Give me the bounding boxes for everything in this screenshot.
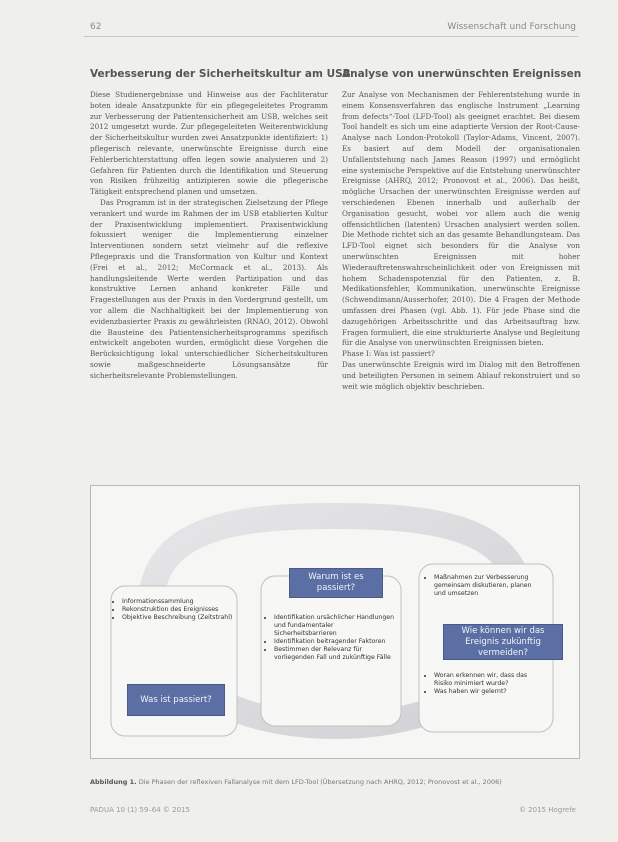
phase-3-item: • Was haben wir gelernt? [434, 688, 543, 696]
phase-2-item: • Identifikation ursächlicher Handlungen und fundamentaler Sicherheitsbarrieren [274, 614, 397, 638]
phase-1-item: • Rekonstruktion des Ereignisses [122, 606, 233, 614]
phase-3-list-top [425, 574, 543, 598]
right-column-heading: Analyse von unerwünschten Ereignissen [342, 68, 582, 80]
phase-label: Phase I: Was ist passiert? [342, 349, 435, 359]
right-paragraph-1: Zur Analyse von Mechanismen der Fehlerentstehung wurde in einem Konsensverfahren das englische Instrument „Learning from defects“-Tool (LFD-Tool) als geeignet erachtet. Bei diesem Tool handelt es sich um eine adaptierte Version der Root-Cause-Analyse nach London-Protokoll (Taylor-Adams, Vincent, 2007). Es basiert auf dem Modell der organisationalen Unfallentstehung nach James Reason (1997) und ermöglicht eine systemische Perspektive auf die Entstehung unerwünschter Ereignisse (AHRQ, 2012; Pronovost et al., 2006). Das heißt, mögliche Ursachen der unerwünschten Ereignisse werden auf verschiedenen Ebenen innerhalb und außerhalb der Organisation gesucht, wobei vor allem auch die wenig offensichtlichen (latenten) Ursachen analysiert werden sollen. Die Methode richtet sich an das gesamte Behandlungsteam. Das LFD-Tool eignet sich besonders für die Analyse von unerwünschten Ereignissen mit hoher Wiederauftretenswahrscheinlichkeit oder von Ereignissen mit hohem Schadenspotenzial für den Patienten, z. B. Medikationsfehler, Kommunikation, unerwünschte Ereignisse (Schwendimann/Ausserhofer, 2010). Die 4 Fragen der Methode umfassen drei Phasen (vgl. Abb. 1). Für jede Phase sind die dazugehörigen Arbeitsschritte und das Arbeitsauftrag bzw. Fragen formuliert, die eine strukturierte Analyse und Begleitung für die Analyse von unerwünschten Ereignissen bieten. [342, 90, 580, 348]
phase-3-item: • Maßnahmen zur Verbesserung gemeinsam diskutieren, planen und umsetzen [434, 574, 543, 598]
phase-3-item: • Woran erkennen wir, dass das Risiko minimiert wurde? [434, 672, 543, 688]
phase-2-pill: Warum ist es passiert? [289, 568, 383, 598]
left-paragraph-2: Das Programm ist in der strategischen Zielsetzung der Pflege verankert und wurde im Rahmen der im USB etablierten Kultur der Praxisentwicklung implementiert. Praxisentwicklung fokussiert weniger die Implementierung einzelner Interventionen sondern setzt vielmehr auf die reflexive Pflegepraxis und die Transformation von Kultur und Kontext (Frei et al., 2012; McCormack et al., 2013). Als handlungsleitende Werte werden Partizipation und das konstruktive Lernen anhand konkreter Fälle und Fragestellungen aus der Praxis in den Vordergrund gestellt, um vor allem die Nachhaltigkeit bei der Implementierung von evidenzbasierter Praxis zu gewährleisten (RNAO, 2012). Obwohl die Bausteine des Patientensicherheitsprogramms spezifisch entwickelt angeboten wurden, ermöglicht diese Vorgehen die Berücksichtigung lokal unterschiedlicher Sicherheitskulturen sowie maßgeschneiderte Lösungsansätze für sicherheitsrelevante Problemstellungen. [90, 197, 328, 380]
right-column-body [342, 90, 580, 392]
phase-2-item: • Identifikation beitragender Faktoren [274, 638, 397, 646]
left-column-body [90, 90, 328, 382]
running-header-page-number: 62 [90, 22, 102, 32]
header-rule [84, 36, 578, 37]
figure-caption-label: Abbildung 1. [90, 778, 137, 786]
phase-2-list [265, 614, 397, 662]
phase-description: Das unerwünschte Ereignis wird im Dialog mit den Betroffenen und beteiligten Personen in seinem Ablauf rekonstruiert und so weit wie möglich objektiv beschrieben. [342, 359, 580, 391]
footer-right: © 2015 Hogrefe [518, 806, 576, 814]
figure-caption-text: Die Phasen der reflexiven Fallanalyse mit dem LFD-Tool (Übersetzung nach AHRQ, 2012; Pronovost et al., 2006) [138, 778, 502, 786]
phase-2-item: • Bestimmen der Relevanz für vorliegenden Fall und zukünftige Fälle [274, 646, 397, 662]
phase-3-pill: Wie können wir das Ereignis zukünftig vermeiden? [443, 624, 563, 660]
phase-3-list-bottom [425, 672, 543, 696]
footer-left: PADUA 10 (1) 59–64 © 2015 [90, 806, 190, 814]
phase-1-item: • Objektive Beschreibung (Zeitstrahl) [122, 614, 233, 622]
figure-panel [90, 485, 580, 759]
phase-1-list [113, 598, 233, 622]
phase-1-item: • Informationssammlung [122, 598, 233, 606]
left-column-heading: Verbesserung der Sicherheitskultur am USB [90, 68, 351, 80]
running-header-section: Wissenschaft und Forschung [447, 22, 576, 32]
left-paragraph-1: Diese Studienergebnisse und Hinweise aus der Fachliteratur boten ideale Ansatzpunkte für ein pflegegeleitetes Programm zur Verbesserung der Patientensicherheit am USB, welches seit 2012 umgesetzt wurde. Zur pflegegeleiteten Weiterentwicklung der Sicherheitskultur wurden zwei Ansatzpunkte identifiziert: 1) pflegerisch relevante, unerwünschte Ereignisse durch eine Fehlerberichterstattung offen legen sowie analysieren und 2) Gefahren für Patienten durch die Identifikation und Steuerung von Risiken frühzeitig antizipieren sowie die pflegerische Tätigkeit entsprechend planen und umsetzen. [90, 90, 328, 197]
phase-1-pill: Was ist passiert? [127, 684, 225, 716]
figure-caption [90, 778, 578, 786]
